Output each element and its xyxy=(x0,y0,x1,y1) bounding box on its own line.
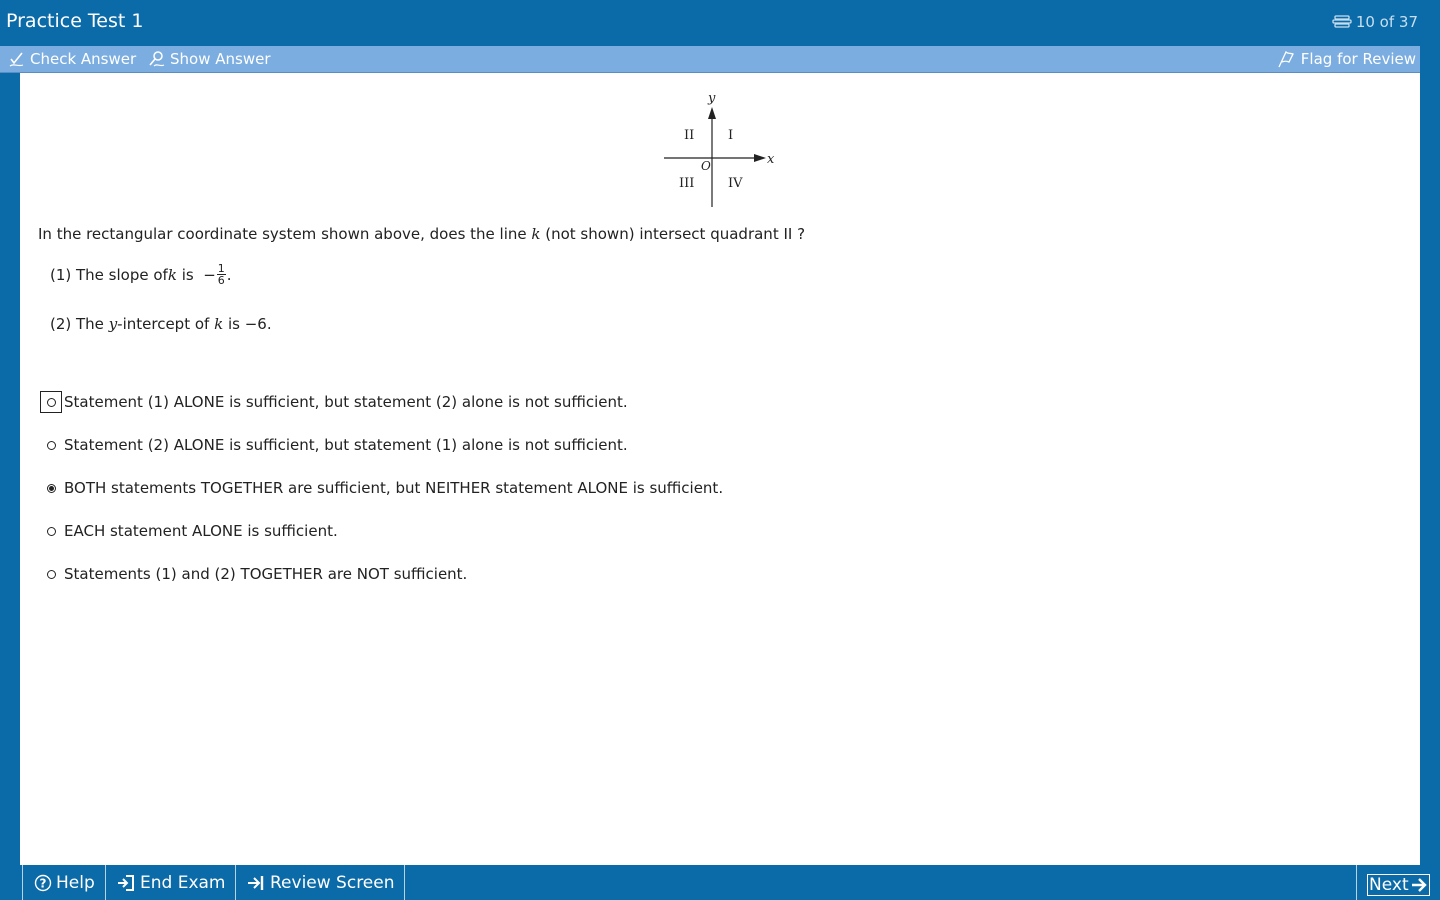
toolbar xyxy=(0,46,1420,73)
answer-option-e-label: Statements (1) and (2) TOGETHER are NOT sufficient. xyxy=(64,565,468,583)
bottom-bar xyxy=(20,865,1440,900)
answer-option-b[interactable] xyxy=(40,434,628,456)
answer-option-a[interactable] xyxy=(40,391,628,413)
next-button[interactable] xyxy=(1367,874,1430,896)
statement-2-var-k: k xyxy=(214,315,224,333)
review-screen-label: Review Screen xyxy=(270,872,395,893)
statement-2-prefix: (2) The xyxy=(50,315,109,333)
question-prefix: In the rectangular coordinate system shown above, does the line xyxy=(38,225,532,243)
y-axis-arrow xyxy=(708,107,716,119)
exit-icon xyxy=(116,874,136,892)
answer-option-c-label: BOTH statements TOGETHER are sufficient, but NEITHER statement ALONE is sufficient. xyxy=(64,479,724,497)
origin-label: O xyxy=(701,159,711,173)
statement-1-end: . xyxy=(226,265,232,284)
review-screen-button[interactable] xyxy=(236,865,405,900)
answer-option-d[interactable] xyxy=(40,520,338,542)
show-answer-button[interactable] xyxy=(148,49,271,69)
question-panel xyxy=(20,73,1420,865)
statement-2-end: is −6. xyxy=(223,315,272,333)
check-answer-button[interactable] xyxy=(8,49,136,69)
x-axis-arrow xyxy=(754,154,766,162)
statement-1 xyxy=(50,263,232,286)
fraction-numerator: 1 xyxy=(217,262,225,275)
papers-icon xyxy=(1332,15,1352,29)
help-icon xyxy=(34,874,52,892)
statement-2-mid: -intercept of xyxy=(117,315,215,333)
question-var-k: k xyxy=(531,225,541,243)
statement-2-var-y: y xyxy=(108,315,118,333)
coordinate-diagram xyxy=(660,89,800,217)
statement-1-mid: is − xyxy=(176,265,216,284)
statement-2 xyxy=(50,315,272,333)
slope-fraction xyxy=(217,263,226,286)
answer-option-c[interactable] xyxy=(40,477,723,499)
end-exam-label: End Exam xyxy=(140,872,226,893)
next-label: Next xyxy=(1369,875,1409,895)
answer-option-d-label: EACH statement ALONE is sufficient. xyxy=(64,522,338,540)
radio-button-b[interactable] xyxy=(40,434,62,456)
show-answer-label: Show Answer xyxy=(170,50,271,68)
svg-text:?: ? xyxy=(39,876,47,890)
flag-for-review-button[interactable] xyxy=(1277,49,1416,69)
quadrant-ii-label: II xyxy=(684,128,695,143)
radio-button-e[interactable] xyxy=(40,563,62,585)
test-title: Practice Test 1 xyxy=(6,10,144,32)
flag-for-review-label: Flag for Review xyxy=(1300,50,1416,68)
arrow-to-bar-icon xyxy=(246,874,266,892)
answer-option-b-label: Statement (2) ALONE is sufficient, but statement (1) alone is not sufficient. xyxy=(64,436,628,454)
question-counter xyxy=(1332,13,1418,31)
radio-button-c[interactable] xyxy=(40,477,62,499)
check-pen-icon xyxy=(8,50,26,68)
question-text xyxy=(38,225,805,243)
arrow-right-icon xyxy=(1411,877,1427,893)
quadrant-iv-label: IV xyxy=(728,176,743,191)
statement-1-var: k xyxy=(167,265,177,284)
radio-button-d[interactable] xyxy=(40,520,62,542)
question-counter-text: 10 of 37 xyxy=(1355,13,1418,31)
flag-icon xyxy=(1277,50,1297,68)
help-button[interactable] xyxy=(22,865,106,900)
help-label: Help xyxy=(56,872,95,893)
question-suffix: (not shown) intersect quadrant II ? xyxy=(540,225,806,243)
y-axis-label: y xyxy=(708,91,716,106)
next-area xyxy=(1356,865,1440,900)
show-answer-icon xyxy=(148,50,166,68)
statement-1-prefix: (1) The slope of xyxy=(50,265,168,284)
x-axis-label: x xyxy=(767,152,775,167)
answer-option-e[interactable] xyxy=(40,563,467,585)
quadrant-iii-label: III xyxy=(679,176,695,191)
quadrant-i-label: I xyxy=(728,128,734,143)
fraction-denominator: 6 xyxy=(217,274,225,287)
check-answer-label: Check Answer xyxy=(30,50,137,68)
answer-option-a-label: Statement (1) ALONE is sufficient, but statement (2) alone is not sufficient. xyxy=(64,393,628,411)
end-exam-button[interactable] xyxy=(106,865,236,900)
title-bar xyxy=(0,0,1440,44)
radio-button-a[interactable] xyxy=(40,391,62,413)
